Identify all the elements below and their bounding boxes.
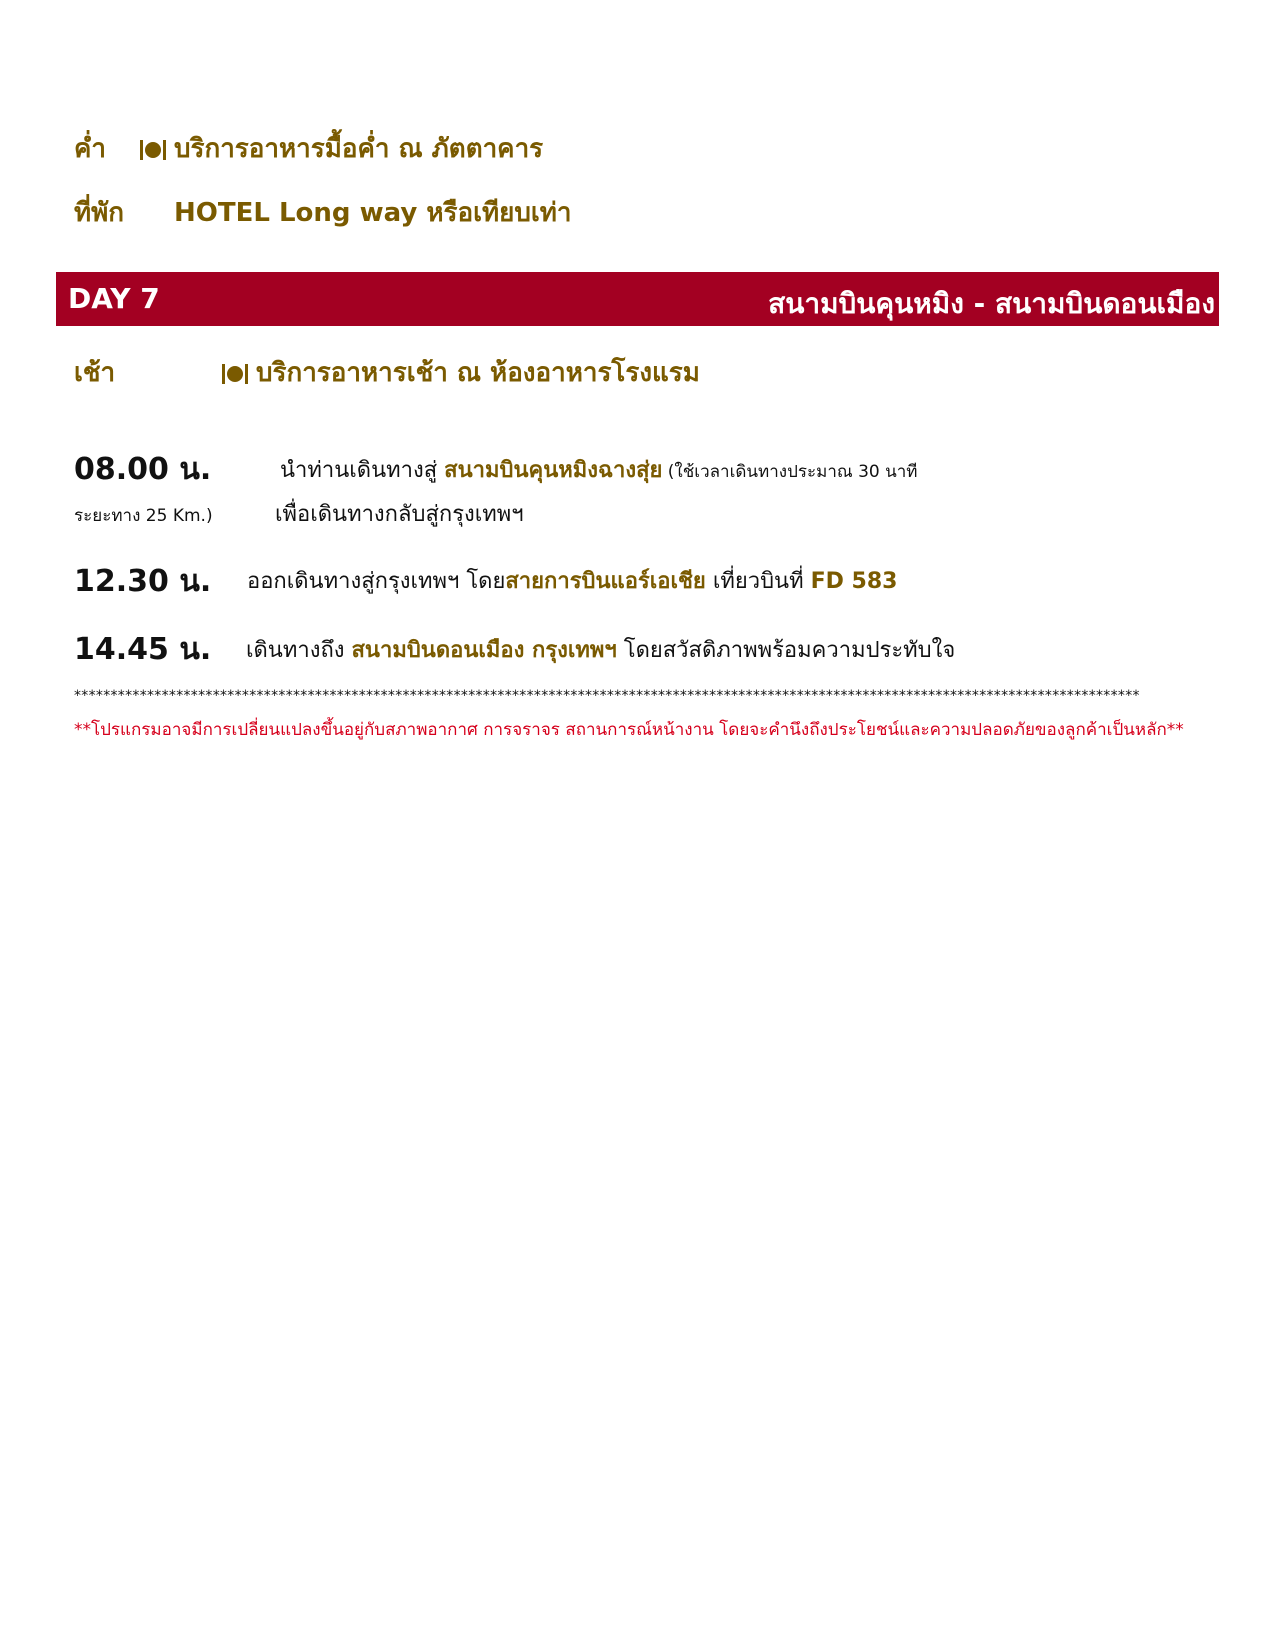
day-header-bar [56, 272, 1219, 326]
flight-number: FD 583 [810, 569, 898, 594]
dinner-label: ค่ำ [74, 134, 106, 164]
dining-icon [222, 364, 248, 384]
itinerary-time: 12.30 น. [74, 564, 212, 599]
dinner-row [140, 128, 543, 169]
itinerary-time: 08.00 น. [74, 452, 212, 487]
airline-highlight: สายการบินแอร์เอเชีย [505, 569, 706, 594]
itinerary-text: โดยสวัสดิภาพพร้อมความประทับใจ [616, 638, 956, 663]
destination-highlight: สนามบินคุนหมิงฉางสุ่ย [444, 458, 663, 483]
itinerary-note-line2: ระยะทาง 25 Km.) [74, 506, 213, 526]
breakfast-row [222, 352, 700, 393]
accommodation-text: HOTEL Long way หรือเทียบเท่า [174, 198, 572, 228]
itinerary-text: เดินทางถึง [246, 638, 352, 663]
dinner-text: บริการอาหารมื้อค่ำ ณ ภัตตาคาร [174, 134, 544, 164]
itinerary-item [247, 563, 897, 598]
itinerary-note: (ใช้เวลาเดินทางประมาณ 30 นาที [662, 462, 918, 482]
itinerary-item [246, 632, 955, 667]
itinerary-text: ออกเดินทางสู่กรุงเทพฯ โดย [247, 569, 506, 594]
day-label: DAY 7 [68, 282, 160, 315]
itinerary-text-line2: เพื่อเดินทางกลับสู่กรุงเทพฯ [275, 502, 524, 527]
destination-highlight: สนามบินดอนเมือง กรุงเทพฯ [351, 638, 617, 663]
itinerary-text: นำท่านเดินทางสู่ [280, 458, 445, 483]
separator-line: ************************************************************************************************************************************************** [74, 688, 1140, 704]
breakfast-label: เช้า [74, 358, 116, 388]
breakfast-text: บริการอาหารเช้า ณ ห้องอาหารโรงแรม [256, 358, 700, 388]
itinerary-text: เที่ยวบินที่ [705, 569, 811, 594]
accommodation-label: ที่พัก [74, 198, 125, 228]
itinerary-item [280, 452, 918, 487]
itinerary-time: 14.45 น. [74, 632, 212, 667]
day-route: สนามบินคุนหมิง - สนามบินดอนเมือง [768, 287, 1215, 320]
dining-icon [140, 140, 166, 160]
disclaimer-text: **โปรแกรมอาจมีการเปลี่ยนแปลงขึ้นอยู่กับสภาพอากาศ การจราจร สถานการณ์หน้างาน โดยจะคำนึงถึงประโยชน์และความปลอดภัยของลูกค้าเป็นหลัก** [74, 720, 1184, 740]
